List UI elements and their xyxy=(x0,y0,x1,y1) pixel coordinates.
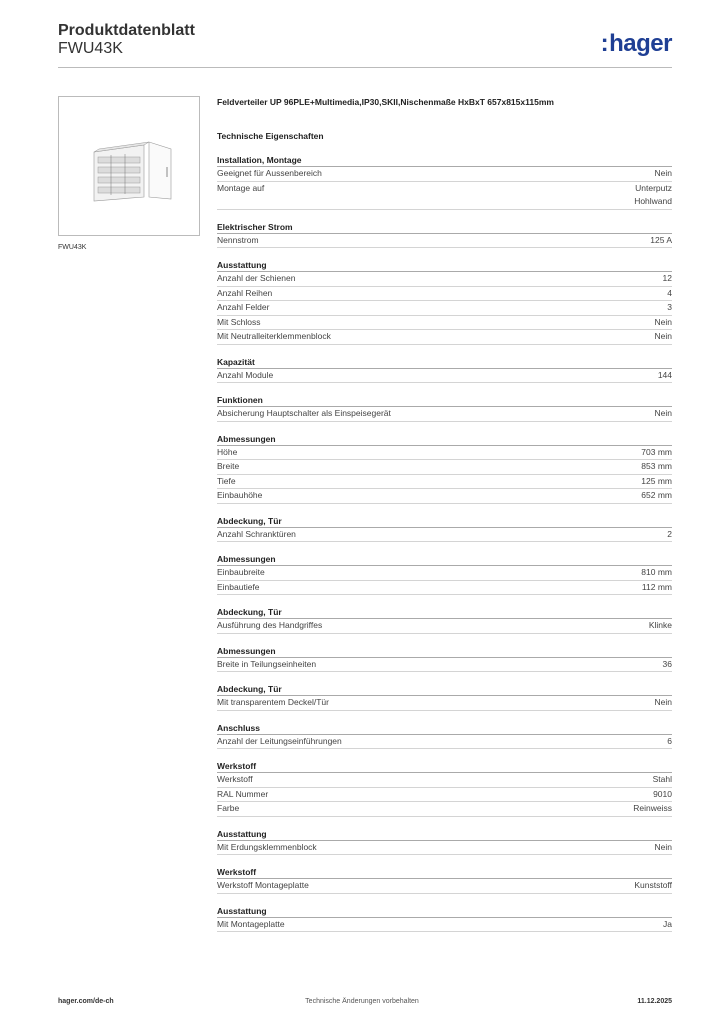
cabinet-illustration xyxy=(59,97,199,235)
hager-logo: :hager xyxy=(600,30,672,57)
section-title: Abmessungen xyxy=(217,553,672,566)
property-row xyxy=(217,475,672,490)
property-section xyxy=(217,221,672,249)
property-label: Anzahl Module xyxy=(217,369,274,380)
property-label: Anzahl Schranktüren xyxy=(217,528,296,539)
footer-disclaimer: Technische Änderungen vorbehalten xyxy=(305,998,419,1005)
property-row xyxy=(217,407,672,422)
property-value: Reinweiss xyxy=(633,803,672,813)
property-section xyxy=(217,722,672,750)
properties-list xyxy=(217,154,672,932)
property-value: 144 xyxy=(657,369,672,380)
property-row xyxy=(217,272,672,287)
product-image xyxy=(58,96,200,236)
property-value: Nein xyxy=(654,408,672,418)
property-row xyxy=(217,918,672,933)
section-title: Funktionen xyxy=(217,394,672,407)
property-value: 652 mm xyxy=(641,490,672,500)
property-row xyxy=(217,182,672,210)
property-label: Breite xyxy=(217,461,240,471)
product-description: Feldverteiler UP 96PLE+Multimedia,IP30,SKII,Nischenmaße HxBxT 657x815x115mm xyxy=(217,97,554,107)
property-label: Mit Erdungsklemmenblock xyxy=(217,841,317,852)
section-title: Kapazität xyxy=(217,356,672,369)
property-section xyxy=(217,433,672,504)
property-value: 6 xyxy=(667,735,672,746)
property-section xyxy=(217,356,672,384)
section-title: Ausstattung xyxy=(217,259,672,272)
property-value: 2 xyxy=(667,528,672,539)
property-value: 810 mm xyxy=(641,567,672,577)
property-row xyxy=(217,330,672,345)
property-value: Kunststoff xyxy=(634,880,672,890)
section-title: Abdeckung, Tür xyxy=(217,683,672,696)
property-value: Nein xyxy=(654,168,672,178)
property-row xyxy=(217,619,672,634)
property-label: Werkstoff xyxy=(217,774,253,784)
section-title: Abmessungen xyxy=(217,645,672,658)
property-section xyxy=(217,760,672,817)
property-value: 9010 xyxy=(653,788,672,799)
property-row xyxy=(217,287,672,302)
property-value: 703 mm xyxy=(641,446,672,457)
property-row xyxy=(217,446,672,461)
property-label: Montage auf xyxy=(217,182,265,193)
property-row xyxy=(217,802,672,817)
property-label: Einbaubreite xyxy=(217,567,265,577)
property-row xyxy=(217,234,672,249)
header-divider xyxy=(58,67,672,68)
property-row xyxy=(217,489,672,504)
property-label: Mit Neutralleiterklemmenblock xyxy=(217,331,331,341)
property-section xyxy=(217,259,672,345)
property-label: Mit transparentem Deckel/Tür xyxy=(217,697,329,707)
section-title: Anschluss xyxy=(217,722,672,735)
footer-date: 11.12.2025 xyxy=(637,998,672,1005)
property-row xyxy=(217,566,672,581)
property-value: 125 mm xyxy=(641,475,672,486)
property-value: Nein xyxy=(654,841,672,852)
section-title: Abmessungen xyxy=(217,433,672,446)
property-label: Einbauhöhe xyxy=(217,490,263,500)
property-label: Anzahl Felder xyxy=(217,302,270,312)
property-section xyxy=(217,394,672,422)
property-label: Anzahl der Schienen xyxy=(217,273,296,283)
property-section xyxy=(217,553,672,595)
product-image-caption: FWU43K xyxy=(58,244,87,251)
property-section xyxy=(217,905,672,933)
property-section xyxy=(217,606,672,634)
property-label: Höhe xyxy=(217,446,238,457)
property-section xyxy=(217,154,672,210)
property-label: Anzahl Reihen xyxy=(217,287,273,298)
property-row xyxy=(217,301,672,316)
section-title: Ausstattung xyxy=(217,905,672,918)
page-title: Produktdatenblatt xyxy=(58,22,195,39)
section-title: Installation, Montage xyxy=(217,154,672,167)
property-label: Mit Schloss xyxy=(217,316,261,327)
document-header xyxy=(58,22,195,58)
footer-website: hager.com/de-ch xyxy=(58,998,114,1005)
property-value: 12 xyxy=(662,273,672,283)
property-value: 4 xyxy=(667,287,672,298)
property-value: 3 xyxy=(667,302,672,312)
property-row xyxy=(217,528,672,543)
property-row xyxy=(217,369,672,384)
property-row xyxy=(217,581,672,596)
property-value: 112 mm xyxy=(641,581,672,592)
section-title: Werkstoff xyxy=(217,866,672,879)
property-row xyxy=(217,879,672,894)
property-section xyxy=(217,515,672,543)
property-row xyxy=(217,658,672,673)
property-row xyxy=(217,460,672,475)
property-row xyxy=(217,167,672,182)
property-section xyxy=(217,683,672,711)
section-title: Abdeckung, Tür xyxy=(217,606,672,619)
property-row xyxy=(217,788,672,803)
section-title: Abdeckung, Tür xyxy=(217,515,672,528)
section-title: Ausstattung xyxy=(217,828,672,841)
property-label: Absicherung Hauptschalter als Einspeisegerät xyxy=(217,408,391,418)
product-details xyxy=(217,96,672,932)
property-label: Mit Montageplatte xyxy=(217,918,285,929)
section-title: Elektrischer Strom xyxy=(217,221,672,234)
property-label: Anzahl der Leitungseinführungen xyxy=(217,735,342,746)
property-value: Stahl xyxy=(652,774,672,784)
property-value: Nein xyxy=(654,316,672,327)
property-label: Farbe xyxy=(217,803,240,813)
property-value: Nein xyxy=(654,331,672,341)
property-value: Ja xyxy=(663,918,672,929)
property-row xyxy=(217,316,672,331)
property-value: 125 A xyxy=(650,234,672,245)
property-label: Breite in Teilungseinheiten xyxy=(217,658,317,669)
property-row xyxy=(217,696,672,711)
property-section xyxy=(217,828,672,856)
property-row xyxy=(217,841,672,856)
property-label: RAL Nummer xyxy=(217,788,269,799)
technical-properties-heading: Technische Eigenschaften xyxy=(217,131,324,141)
property-value: 853 mm xyxy=(641,461,672,471)
logo-text: hager xyxy=(609,30,672,57)
product-code: FWU43K xyxy=(58,40,123,57)
property-label: Werkstoff Montageplatte xyxy=(217,880,309,890)
property-label: Ausführung des Handgriffes xyxy=(217,620,323,630)
property-value: 36 xyxy=(662,658,672,669)
property-value: Unterputz Hohlwand xyxy=(634,182,672,206)
property-row xyxy=(217,735,672,750)
property-value: Nein xyxy=(654,697,672,707)
property-label: Geeignet für Aussenbereich xyxy=(217,168,322,178)
property-section xyxy=(217,866,672,894)
property-section xyxy=(217,645,672,673)
property-row xyxy=(217,773,672,788)
section-title: Werkstoff xyxy=(217,760,672,773)
property-value: Klinke xyxy=(648,620,672,630)
property-label: Nennstrom xyxy=(217,234,259,245)
property-label: Einbautiefe xyxy=(217,581,260,592)
property-label: Tiefe xyxy=(217,475,236,486)
